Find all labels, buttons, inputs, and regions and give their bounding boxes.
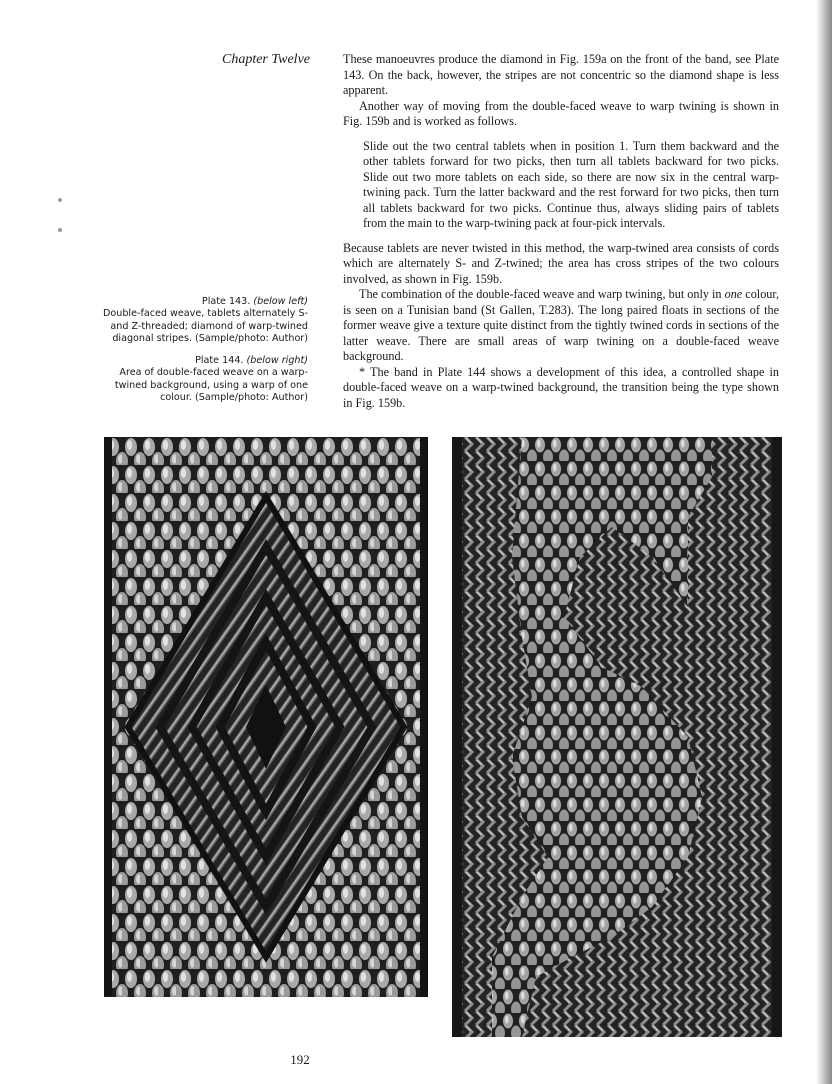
plate-143-photo: [104, 437, 428, 997]
caption-position: (below right): [246, 355, 308, 367]
paragraph: Another way of moving from the double-faced weave to warp twining is shown in Fig. 159b and is worked as follows.: [343, 98, 779, 128]
margin-speck: [58, 198, 62, 202]
caption-text: Area of double-faced weave on a warp-twined background, using a warp of one colour. (Sample/photo: Author): [114, 367, 308, 404]
main-text-column: [343, 52, 779, 411]
caption-title: [100, 355, 308, 367]
emphasis: one: [724, 287, 743, 301]
page-number: 192: [290, 1052, 310, 1067]
instruction-block: Slide out the two central tablets when in position 1. Turn them backward and the other tablets forward for two picks, then turn all tablets backward for two picks. Slide out two more tablets on each side, so there are now six in the central warp-twining pack. Turn the latter backward and the rest forward for two picks, then turn all tablets backward for two picks. Continue thus, always sliding pairs of tablets from the main to the warp-twining pack at four-pick intervals.: [363, 138, 779, 230]
text-run: The combination of the double-faced weave and warp twining, but only in: [359, 287, 725, 301]
caption-position: (below left): [253, 296, 308, 307]
caption-plate-144: [100, 355, 308, 404]
running-head: Chapter Twelve: [221, 52, 310, 67]
plate-captions: [100, 296, 308, 414]
woven-band-warp-twined-image: [452, 437, 782, 1037]
paragraph: These manoeuvres produce the diamond in Fig. 159a on the front of the band, see Plate 143. On the back, however, the stripes are not concentric so the diamond shape is less apparent.: [343, 52, 779, 97]
paragraph: Because tablets are never twisted in this method, the warp-twined area consists of cords which are alternately S- and Z-twined; the area has cross stripes of the two colours involved, as shown in Fig. 159b.: [343, 240, 779, 286]
plate-144-photo: [452, 437, 782, 1037]
caption-plate-143: [100, 296, 308, 345]
caption-text: Double-faced weave, tablets alternately S- and Z-threaded; diamond of warp-twined diagonal stripes. (Sample/photo: Author): [103, 308, 308, 344]
paragraph: [343, 287, 779, 365]
paragraph: * The band in Plate 144 shows a development of this idea, a controlled shape in double-faced weave on a warp-twined background, the transition being the type shown in Fig. 159b.: [343, 364, 779, 410]
caption-title: [100, 296, 308, 308]
margin-speck: [58, 228, 62, 232]
woven-band-diamond-image: [104, 437, 428, 997]
page-edge-shadow: [816, 0, 832, 1084]
text-run: colour, is seen on a Tunisian band (St Gallen, T.283). The long paired floats in sections of the former weave give a texture quite distinct from the tightly twined cords in sections of the latter weave. There are small areas of warp twining on a double-faced weave background.: [343, 287, 779, 363]
caption-label: Plate 144.: [195, 355, 244, 367]
caption-label: Plate 143.: [201, 296, 251, 307]
